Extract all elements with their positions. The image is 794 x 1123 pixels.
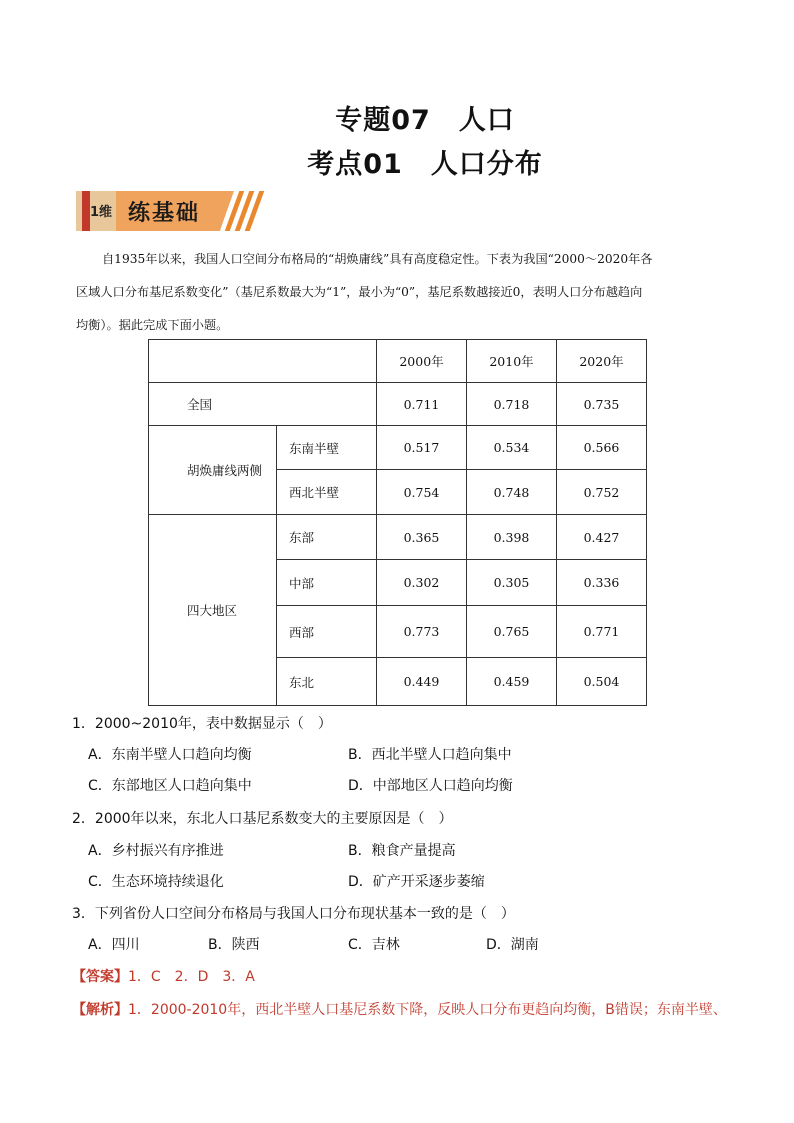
year-header: 2000年 bbox=[377, 340, 467, 383]
table-cell: 0.735 bbox=[557, 383, 647, 426]
question-stem: 3．下列省份人口空间分布格局与我国人口分布现状基本一致的是（ ） bbox=[72, 906, 515, 922]
question-option: C．东部地区人口趋向集中 bbox=[88, 778, 252, 794]
year-header: 2020年 bbox=[557, 340, 647, 383]
question-option: A．东南半壁人口趋向均衡 bbox=[88, 747, 252, 763]
intro-line: 均衡）。据此完成下面小题。 bbox=[76, 318, 229, 332]
group-label: 四大地区 bbox=[149, 515, 277, 706]
table-cell: 0.754 bbox=[377, 470, 467, 515]
answer-line bbox=[72, 966, 255, 986]
table-cell: 0.566 bbox=[557, 426, 647, 470]
table-cell: 0.305 bbox=[467, 560, 557, 606]
table-cell: 0.748 bbox=[467, 470, 557, 515]
table-row bbox=[149, 383, 647, 426]
row-label: 东南半壁 bbox=[277, 426, 377, 470]
row-label: 中部 bbox=[277, 560, 377, 606]
year-header: 2010年 bbox=[467, 340, 557, 383]
table-cell: 0.365 bbox=[377, 515, 467, 560]
table-corner-cell bbox=[149, 340, 377, 383]
answer-text: 1．C 2．D 3．A bbox=[128, 969, 255, 985]
table-cell: 0.765 bbox=[467, 606, 557, 658]
table-cell: 0.398 bbox=[467, 515, 557, 560]
row-label: 西北半壁 bbox=[277, 470, 377, 515]
table-cell: 0.459 bbox=[467, 658, 557, 706]
document-subtitle: 考点01 人口分布 bbox=[307, 149, 543, 180]
question-option: B．粮食产量提高 bbox=[348, 843, 456, 859]
analysis-tag: 【解析】 bbox=[72, 1002, 128, 1018]
table-header-row bbox=[149, 340, 647, 383]
table-cell: 0.336 bbox=[557, 560, 647, 606]
question-option: A．乡村振兴有序推进 bbox=[88, 843, 224, 859]
question-option: A．四川 bbox=[88, 937, 140, 953]
table-cell: 0.534 bbox=[467, 426, 557, 470]
table-cell: 0.517 bbox=[377, 426, 467, 470]
question-option: D．中部地区人口趋向均衡 bbox=[348, 778, 513, 794]
table-cell: 0.711 bbox=[377, 383, 467, 426]
question-option: B．陕西 bbox=[208, 937, 260, 953]
table-cell: 0.771 bbox=[557, 606, 647, 658]
table-cell: 0.752 bbox=[557, 470, 647, 515]
row-label: 西部 bbox=[277, 606, 377, 658]
row-label: 东部 bbox=[277, 515, 377, 560]
table-cell: 0.302 bbox=[377, 560, 467, 606]
question-option: C．生态环境持续退化 bbox=[88, 874, 224, 890]
question-stem: 1．2000~2010年，表中数据显示（ ） bbox=[72, 716, 332, 732]
question-stem: 2．2000年以来，东北人口基尼系数变大的主要原因是（ ） bbox=[72, 811, 453, 827]
banner-label: 练基础 bbox=[128, 201, 201, 226]
table-cell: 0.773 bbox=[377, 606, 467, 658]
table-cell: 0.449 bbox=[377, 658, 467, 706]
analysis-text: 1．2000-2010年，西北半壁人口基尼系数下降，反映人口分布更趋向均衡，B错误；东南半壁、 bbox=[128, 1002, 727, 1018]
question-option: C．吉林 bbox=[348, 937, 400, 953]
table-row bbox=[149, 426, 647, 470]
question-option: B．西北半壁人口趋向集中 bbox=[348, 747, 512, 763]
table-cell: 0.427 bbox=[557, 515, 647, 560]
table-row bbox=[149, 515, 647, 560]
table-cell: 0.504 bbox=[557, 658, 647, 706]
banner-stripe bbox=[82, 191, 90, 231]
gini-table bbox=[148, 339, 647, 706]
section-banner bbox=[76, 191, 256, 231]
intro-line: 自1935年以来，我国人口空间分布格局的“胡焕庸线”具有高度稳定性。下表为我国“2000～2020年各 bbox=[102, 252, 653, 266]
intro-paragraph bbox=[76, 243, 726, 342]
row-label: 东北 bbox=[277, 658, 377, 706]
row-label: 全国 bbox=[149, 383, 377, 426]
question-option: D．矿产开采逐步萎缩 bbox=[348, 874, 485, 890]
table-cell: 0.718 bbox=[467, 383, 557, 426]
answer-tag: 【答案】 bbox=[72, 969, 128, 985]
group-label: 胡焕庸线两侧 bbox=[149, 426, 277, 515]
banner-badge: 1维 bbox=[90, 205, 113, 220]
intro-line: 区域人口分布基尼系数变化”（基尼系数最大为“1”，最小为“0”，基尼系数越接近0，表明人口分布越趋向 bbox=[76, 285, 643, 299]
question-option: D．湖南 bbox=[486, 937, 539, 953]
document-title: 专题07 人口 bbox=[335, 105, 515, 136]
analysis-line bbox=[72, 999, 727, 1019]
